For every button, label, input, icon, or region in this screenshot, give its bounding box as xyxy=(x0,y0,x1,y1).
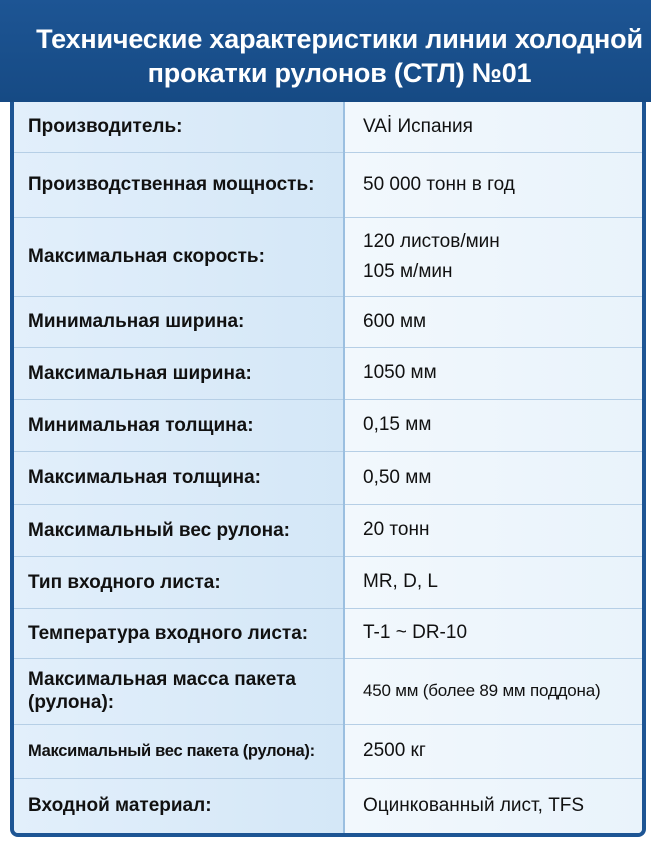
row-label: Производитель: xyxy=(14,102,344,152)
spec-table xyxy=(10,102,646,837)
row-label: Максимальная скорость: xyxy=(14,217,344,296)
row-label: Максимальный вес рулона: xyxy=(14,504,344,556)
table-row xyxy=(14,556,642,608)
row-value: VAİ Испания xyxy=(344,102,642,152)
row-value: 2500 кг xyxy=(344,724,642,778)
table-row xyxy=(14,399,642,451)
row-value: 50 000 тонн в год xyxy=(344,152,642,217)
row-label: Максимальный вес пакета (рулона): xyxy=(14,724,344,778)
table-row xyxy=(14,658,642,724)
row-label: Максимальная ширина: xyxy=(14,347,344,399)
row-label: Температура входного листа: xyxy=(14,608,344,658)
page-title xyxy=(0,0,651,102)
table-row xyxy=(14,347,642,399)
row-value: MR, D, L xyxy=(344,556,642,608)
row-value: 0,15 мм xyxy=(344,399,642,451)
table-row xyxy=(14,504,642,556)
row-label: Входной материал: xyxy=(14,778,344,833)
row-value: 600 мм xyxy=(344,296,642,347)
table-row xyxy=(14,217,642,296)
table-row xyxy=(14,296,642,347)
table-row xyxy=(14,608,642,658)
row-label: Производственная мощность: xyxy=(14,152,344,217)
table-row xyxy=(14,152,642,217)
row-label: Тип входного листа: xyxy=(14,556,344,608)
row-value-line-2: 105 м/мин xyxy=(363,260,453,282)
row-value: T-1 ~ DR-10 xyxy=(344,608,642,658)
title-line-1: Технические характеристики линии холодной xyxy=(36,24,643,54)
table-row xyxy=(14,724,642,778)
spec-table-grid xyxy=(14,102,642,833)
row-label: Максимальная толщина: xyxy=(14,451,344,504)
title-line-2: прокатки рулонов (СТЛ) №01 xyxy=(147,58,532,88)
table-row xyxy=(14,102,642,152)
row-label: Минимальная ширина: xyxy=(14,296,344,347)
row-value: 20 тонн xyxy=(344,504,642,556)
table-row xyxy=(14,778,642,833)
row-label: Максимальная масса пакета (рулона): xyxy=(14,658,344,724)
table-row xyxy=(14,451,642,504)
row-value xyxy=(344,217,642,296)
row-value: 1050 мм xyxy=(344,347,642,399)
row-value: 450 мм (более 89 мм поддона) xyxy=(344,658,642,724)
row-value: 0,50 мм xyxy=(344,451,642,504)
row-value: Оцинкованный лист, TFS xyxy=(344,778,642,833)
row-value-line-1: 120 листов/мин xyxy=(363,230,500,252)
row-label: Минимальная толщина: xyxy=(14,399,344,451)
